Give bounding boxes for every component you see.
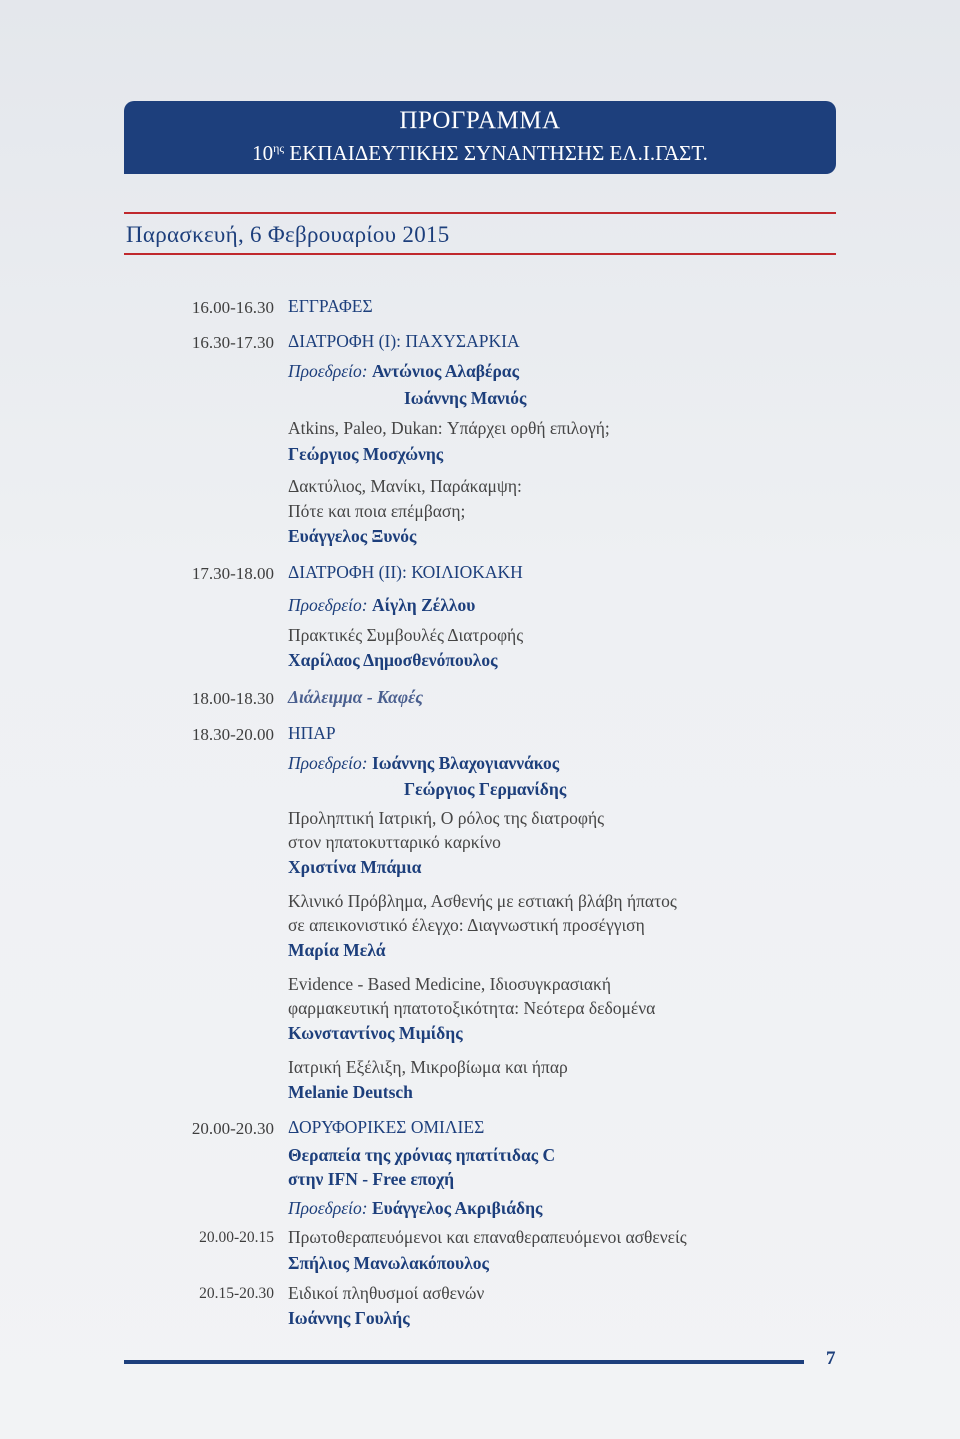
speaker-name: Melanie Deutsch [288, 1082, 413, 1102]
date-heading: Παρασκευή, 6 Φεβρουαρίου 2015 [126, 222, 450, 247]
talk-title: Ιατρική Εξέλιξη, Μικροβίωμα και ήπαρ [288, 1057, 568, 1077]
session-title: ΔΙΑΤΡΟΦΗ (Ι): ΠΑΧΥΣΑΡΚΙΑ [288, 331, 520, 351]
speaker-name: Γεώργιος Μοσχώνης [288, 444, 444, 464]
session-topic: στην IFN - Free εποχή [288, 1169, 455, 1189]
speaker-name: Χριστίνα Μπάμια [288, 857, 422, 877]
speaker-name: Σπήλιος Μανωλακόπουλος [288, 1253, 489, 1273]
talk-title: Ειδικοί πληθυσμοί ασθενών [288, 1283, 485, 1303]
speaker-name: Ευάγγελος Ξυνός [288, 526, 417, 546]
session-title: ΔΟΡΥΦΟΡΙΚΕΣ ΟΜΙΛΙΕΣ [288, 1117, 485, 1137]
chair-name: Γεώργιος Γερμανίδης [404, 779, 567, 799]
talk-title: Κλινικό Πρόβλημα, Ασθενής με εστιακή βλάβη ήπατος [288, 891, 677, 911]
time-slot: 20.00-20.15 [199, 1229, 274, 1246]
chair-line: Προεδρείο: Αίγλη Ζέλλου [288, 595, 476, 615]
talk-title: Προληπτική Ιατρική, Ο ρόλος της διατροφής [288, 808, 605, 828]
header-title: ΠΡΟΓΡΑΜΜΑ [399, 107, 561, 134]
footer-divider [124, 1360, 804, 1364]
talk-title: στον ηπατοκυτταρικό καρκίνο [288, 832, 501, 852]
chair-line: Προεδρείο: Ιωάννης Βλαχογιαννάκος [288, 753, 560, 773]
talk-title: Δακτύλιος, Μανίκι, Παράκαμψη: [288, 476, 522, 496]
program-header [124, 101, 836, 174]
time-slot: 16.00-16.30 [191, 298, 274, 317]
header-subtitle: $10^{\eta\varsigma}$ ΕΚΠΑΙΔΕΥΤΙΚΗΣ ΣΥΝΑΝΤΗΣΗΣ ΕΛ.Ι.ΓΑΣΤ. [252, 141, 708, 165]
session-title: ΗΠΑΡ [288, 723, 336, 743]
session-title: ΔΙΑΤΡΟΦΗ (ΙΙ): ΚΟΙΛΙΟΚΑΚΗ [288, 562, 523, 582]
session-topic: Θεραπεία της χρόνιας ηπατίτιδας C [288, 1145, 556, 1165]
talk-title: Πρακτικές Συμβουλές Διατροφής [288, 625, 524, 645]
time-slot: 20.15-20.30 [199, 1285, 274, 1302]
session-title: ΕΓΓΡΑΦΕΣ [288, 296, 373, 316]
chair-name: Ιωάννης Μανιός [404, 388, 527, 408]
talk-title: φαρμακευτική ηπατοτοξικότητα: Νεότερα δεδομένα [288, 998, 656, 1018]
chair-line: Προεδρείο: Αντώνιος Αλαβέρας [288, 361, 519, 381]
speaker-name: Χαρίλαος Δημοσθενόπουλος [288, 650, 498, 670]
time-slot: 20.00-20.30 [191, 1119, 274, 1138]
speaker-name: Κωνσταντίνος Μιμίδης [288, 1023, 463, 1043]
bottom-divider [124, 253, 836, 255]
time-slot: 17.30-18.00 [191, 564, 274, 583]
talk-title: σε απεικονιστικό έλεγχο: Διαγνωστική προσέγγιση [288, 915, 645, 935]
talk-title: Πρωτοθεραπευόμενοι και επαναθεραπευόμενοι ασθενείς [288, 1227, 687, 1247]
time-slot: 18.00-18.30 [191, 689, 274, 708]
speaker-name: Μαρία Μελά [288, 940, 386, 960]
time-slot: 18.30-20.00 [191, 725, 274, 744]
talk-title: Πότε και ποια επέμβαση; [288, 501, 466, 521]
page-number: 7 [826, 1348, 836, 1369]
top-divider [124, 212, 836, 214]
chair-line: Προεδρείο: Ευάγγελος Ακριβιάδης [288, 1198, 543, 1218]
talk-title: Atkins, Paleo, Dukan: Υπάρχει ορθή επιλογή; [288, 418, 610, 438]
speaker-name: Ιωάννης Γουλής [288, 1308, 410, 1328]
time-slot: 16.30-17.30 [191, 333, 274, 352]
talk-title: Evidence - Based Medicine, Ιδιοσυγκρασιακή [288, 974, 612, 994]
session-title: Διάλειμμα - Καφές [288, 687, 424, 707]
